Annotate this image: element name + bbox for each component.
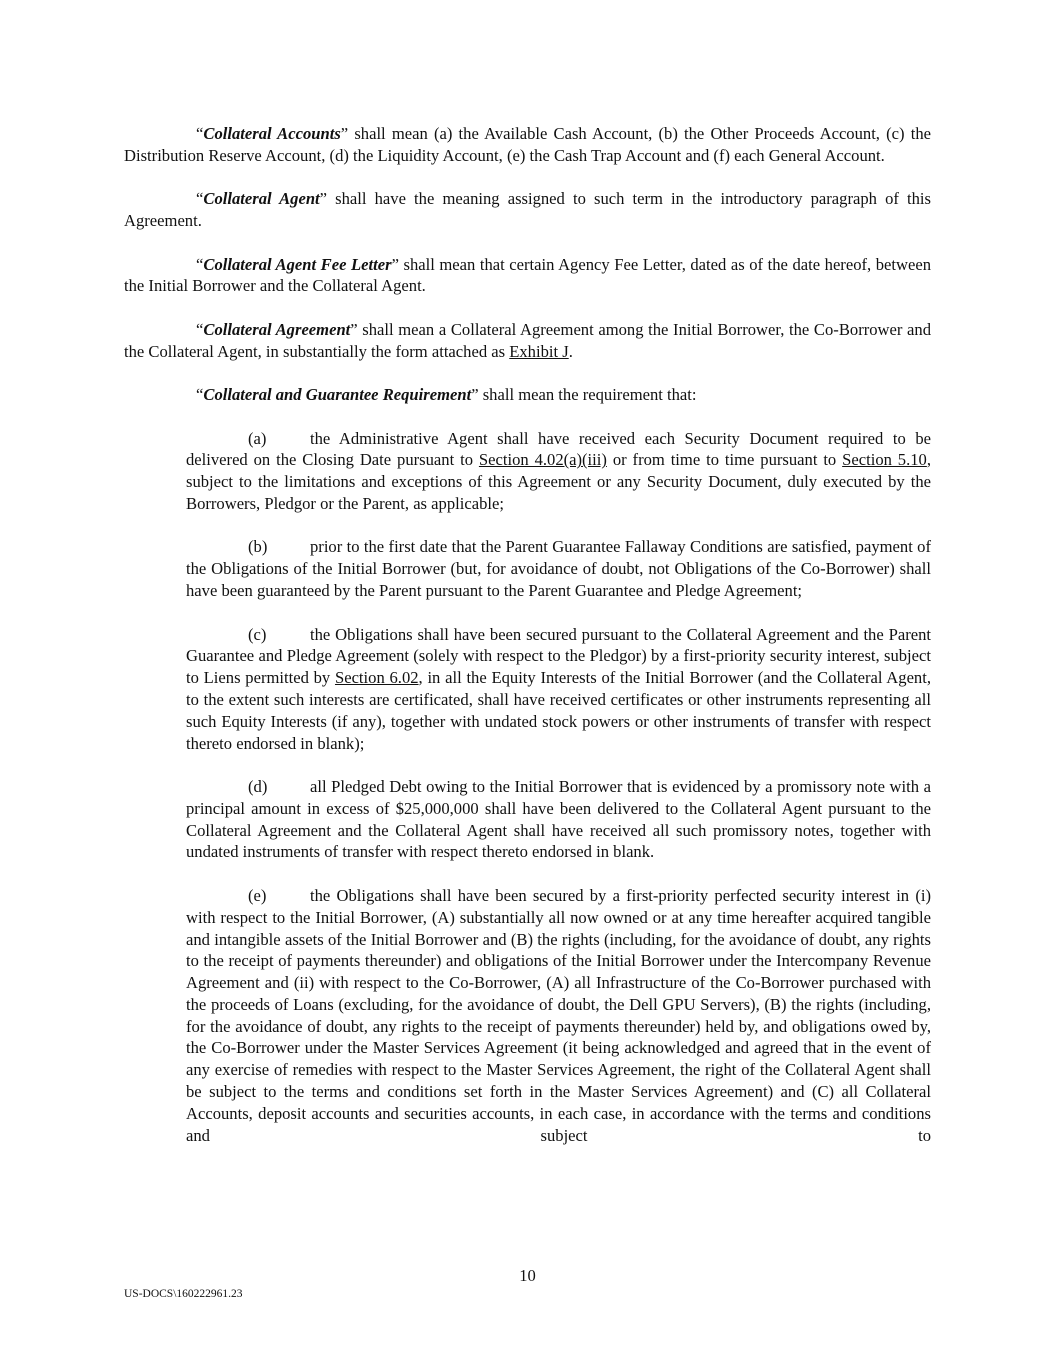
defined-term: Collateral Agreement	[203, 319, 351, 339]
defined-term: Collateral Agent	[203, 189, 320, 209]
clause-label: (a)	[248, 428, 267, 448]
document-page	[124, 123, 931, 1146]
clause-label: (c)	[248, 624, 267, 644]
clause-d: (d) all Pledged Debt owing to the Initial Borrower that is evidenced by a promissory note with a principal amount in excess of $25,000,000 shall have been delivered to the Collateral Agent pursuant to the Collateral Agreement and the Collateral Agent shall have received all such promissory notes, together with undated instruments of transfer with respect thereto endorsed in blank.	[186, 777, 931, 862]
definition-collateral-agent-fee-letter: “Collateral Agent Fee Letter” shall mean that certain Agency Fee Letter, dated as of the date hereof, between the Initial Borrower and the Collateral Agent.	[124, 254, 932, 296]
clause-label: (e)	[248, 885, 267, 905]
definition-collateral-and-guarantee-requirement: “Collateral and Guarantee Requirement” shall mean the requirement that:	[196, 385, 697, 405]
definition-collateral-agreement: “Collateral Agreement” shall mean a Collateral Agreement among the Initial Borrower, the Co-Borrower and the Collateral Agent, in substantially the form attached as Exhibit J.	[124, 319, 932, 361]
section-reference: Section 6.02	[334, 668, 419, 688]
defined-term: Collateral Accounts	[203, 124, 341, 143]
clause-c: (c) the Obligations shall have been secured pursuant to the Collateral Agreement and the Parent Guarantee and Pledge Agreement (solely with respect to the Pledgor) by a first-priority security interest, subject to Liens permitted by Section 6.02, in all the Equity Interests of the Initial Borrower (and the Collateral Agent, to the extent such interests are certificated, shall have received certificates or other instruments representing all such Equity Interests (if any), together with undated stock powers or other instruments of transfer with respect thereto endorsed in blank);	[186, 624, 931, 753]
page-number: 10	[519, 1266, 536, 1285]
definition-collateral-accounts: “Collateral Accounts” shall mean (a) the Available Cash Account, (b) the Other Proceeds Account, (c) the Distribution Reserve Account, (d) the Liquidity Account, (e) the Cash Trap Account and (f) each General Account.	[124, 124, 931, 165]
section-reference: Section 5.10	[842, 450, 927, 470]
exhibit-reference: Exhibit J	[509, 341, 569, 361]
clause-a: (a) the Administrative Agent shall have received each Security Document required to be delivered on the Closing Date pursuant to Section 4.02(a)(iii) or from time to time pursuant to Section 5.10, subject to the limitations and exceptions of this Agreement or any Security Document, duly executed by the Borrowers, Pledgor or the Parent, as applicable;	[186, 428, 932, 513]
definition-collateral-agent: “Collateral Agent” shall have the meaning assigned to such term in the introductory paragraph of this Agreement.	[124, 189, 931, 231]
clause-e: (e) the Obligations shall have been secured by a first-priority perfected security interest in (i) with respect to the Initial Borrower, (A) substantially all now owned or at any time hereafter acquired tangible and intangible assets of the Initial Borrower and (B) the rights (including, for the avoidance of doubt, any rights to the receipt of payments thereunder) and obligations of the Initial Borrower under the Intercompany Revenue Agreement and (ii) with respect to the Co-Borrower, (A) all Infrastructure of the Co-Borrower purchased with the proceeds of Loans (excluding, for the avoidance of doubt, the Dell GPU Servers), (B) the rights (including, for the avoidance of doubt, any rights to the receipt of payments thereunder) held by, and obligations owed by, the Co-Borrower under the Master Services Agreement (it being acknowledged and agreed that in the event of any exercise of remedies with respect to the Master Services Agreement, the right of the Collateral Agent shall be subject to the terms and conditions set forth in the Master Services Agreement) and (C) all Collateral Accounts, deposit accounts and securities accounts, in each case, in accordance with the terms and conditions and subject to	[186, 885, 931, 1145]
section-reference: Section 4.02(a)(iii)	[478, 450, 607, 470]
defined-term: Collateral and Guarantee Requirement	[203, 385, 472, 405]
document-id: US-DOCS\160222961.23	[124, 1288, 243, 1300]
clause-label: (b)	[248, 537, 268, 557]
clause-label: (d)	[248, 777, 268, 797]
clause-b: (b) prior to the first date that the Parent Guarantee Fallaway Conditions are satisfied, payment of the Obligations of the Initial Borrower (but, for avoidance of doubt, not Obligations of the Co-Borrower) shall have been guaranteed by the Parent pursuant to the Parent Guarantee and Pledge Agreement;	[186, 537, 931, 601]
defined-term: Collateral Agent Fee Letter	[203, 254, 392, 274]
